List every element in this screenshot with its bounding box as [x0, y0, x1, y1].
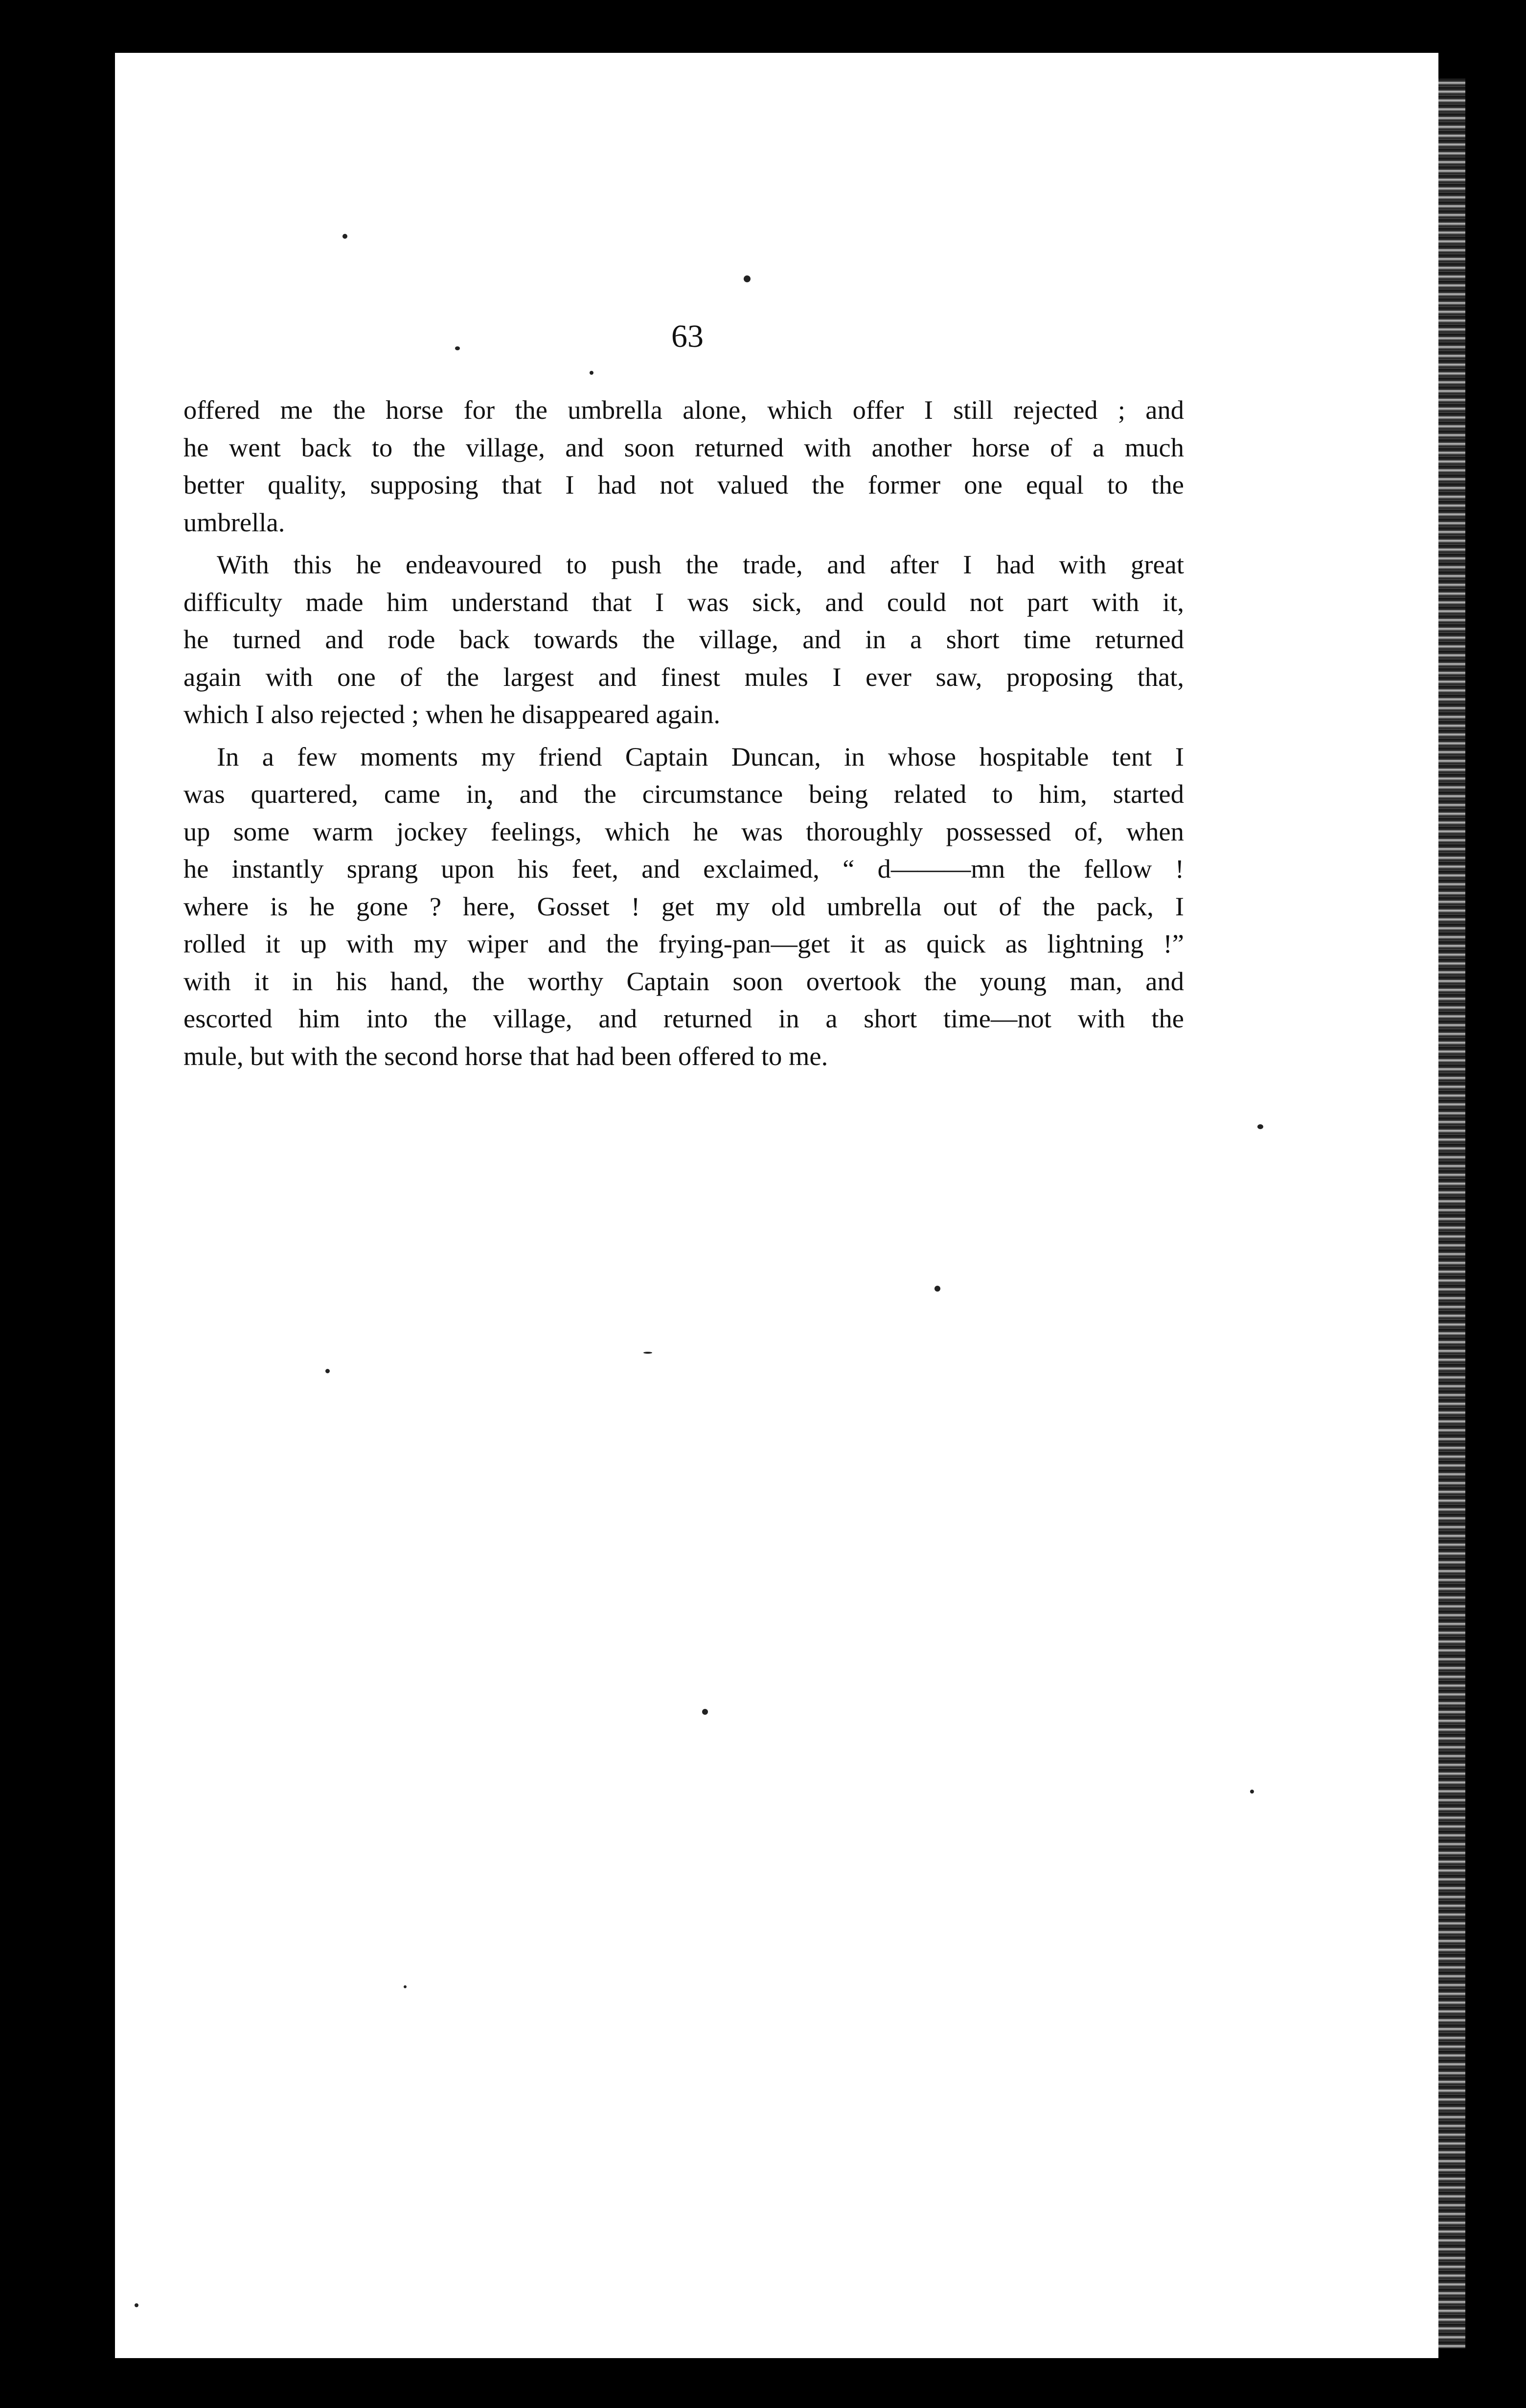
text-line: In a few moments my friend Captain Duncan, in whose hospitable tent I	[217, 741, 1184, 772]
text-line: escorted him into the village, and returned in a short time—not with the	[183, 1003, 1184, 1033]
ink-speck	[135, 2303, 138, 2307]
paragraph	[183, 391, 1184, 541]
text-line: better quality, supposing that I had not valued the former one equal to the	[183, 470, 1184, 500]
body-text	[183, 391, 1184, 1075]
text-line: was quartered, came in, and the circumstance being related to him, started	[183, 779, 1184, 809]
ink-speck	[590, 371, 593, 375]
page-number: 63	[671, 318, 704, 354]
ink-speck	[455, 346, 460, 350]
text-line: again with one of the largest and finest mules I ever saw, proposing that,	[183, 661, 1184, 692]
ink-speck	[643, 1352, 652, 1354]
ink-speck	[1257, 1124, 1263, 1129]
text-line: difficulty made him understand that I was sick, and could not part with it,	[183, 587, 1184, 617]
ink-speck	[342, 234, 347, 239]
paragraph	[183, 546, 1184, 733]
ink-speck	[702, 1709, 708, 1715]
text-line: with it in his hand, the worthy Captain soon overtook the young man, and	[183, 966, 1184, 996]
ink-speck	[934, 1286, 940, 1292]
text-line: he instantly sprang upon his feet, and exclaimed, “ d———mn the fellow !	[183, 854, 1184, 884]
ink-speck	[1250, 1790, 1254, 1794]
ink-speck	[404, 1985, 407, 1988]
text-line: rolled it up with my wiper and the frying-pan—get it as quick as lightning !”	[183, 929, 1184, 958]
paragraph	[183, 738, 1184, 1075]
ink-speck	[325, 1369, 330, 1373]
paragraph-gap	[183, 733, 1184, 738]
text-line: he went back to the village, and soon returned with another horse of a much	[183, 432, 1184, 462]
text-line: mule, but with the second horse that had been offered to me.	[183, 1041, 828, 1071]
ink-speck	[744, 275, 751, 282]
text-line: where is he gone ? here, Gosset ! get my old umbrella out of the pack, I	[183, 891, 1184, 921]
text-line: With this he endeavoured to push the trade, and after I had with great	[217, 549, 1184, 579]
text-line: he turned and rode back towards the village, and in a short time returned	[183, 624, 1184, 654]
page-edge-shadow	[1438, 78, 1465, 2348]
text-line: offered me the horse for the umbrella alone, which offer I still rejected ; and	[183, 395, 1184, 425]
text-line: umbrella.	[183, 507, 285, 537]
text-line: up some warm jockey feelings, which he was thoroughly possessed of, when	[183, 816, 1184, 846]
text-line: which I also rejected ; when he disappeared again.	[183, 699, 721, 729]
paragraph-gap	[183, 541, 1184, 546]
